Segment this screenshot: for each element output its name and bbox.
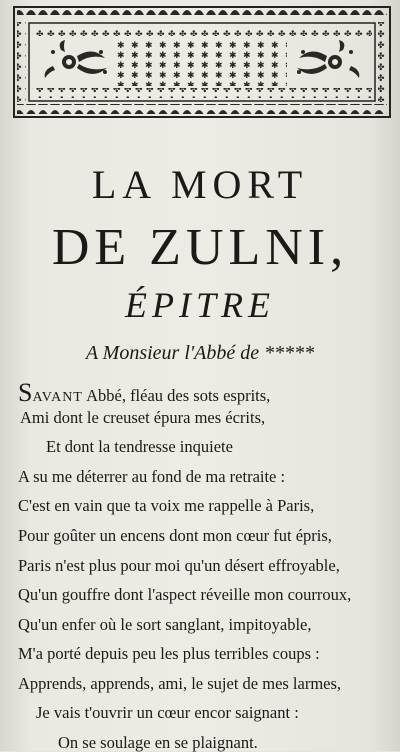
poem-line: Paris n'est plus pour moi qu'un désert effroyable, xyxy=(18,556,340,575)
poem-line: Apprends, apprends, ami, le sujet de mes larmes, xyxy=(18,674,342,693)
dedication: A Monsieur l'Abbé de ***** xyxy=(85,342,315,364)
poem-line-1 xyxy=(18,380,270,406)
poem-line: Et dont la tendresse inquiete xyxy=(46,437,233,456)
poem-line: M'a porté depuis peu les plus terribles coups : xyxy=(18,644,320,663)
poem-line-1-rest: Abbé, fléau des sots esprits, xyxy=(82,386,271,405)
poem-line: A su me déterrer au fond de ma retraite : xyxy=(18,467,286,486)
poem-line: C'est en vain que ta voix me rappelle à Paris, xyxy=(18,496,315,515)
poem-line: Ami dont le creuset épura mes écrits, xyxy=(20,408,266,427)
title-line-2: DE ZULNI, xyxy=(51,219,349,276)
poem-line: Pour goûter un encens dont mon cœur fut épris, xyxy=(18,526,332,545)
poem-line: Qu'un gouffre dont l'aspect réveille mon courroux, xyxy=(18,585,352,604)
title-line-3: ÉPITRE xyxy=(125,285,275,325)
small-caps-word: AVANT xyxy=(32,390,83,405)
title-line-1: LA MORT xyxy=(91,162,309,207)
poem-line: On se soulage en se plaignant. xyxy=(58,733,258,752)
poem-line: Qu'un enfer où le sort sanglant, impitoyable, xyxy=(18,615,312,634)
poem-line: Je vais t'ouvrir un cœur encor saignant : xyxy=(36,703,299,722)
drop-cap: S xyxy=(18,378,33,407)
